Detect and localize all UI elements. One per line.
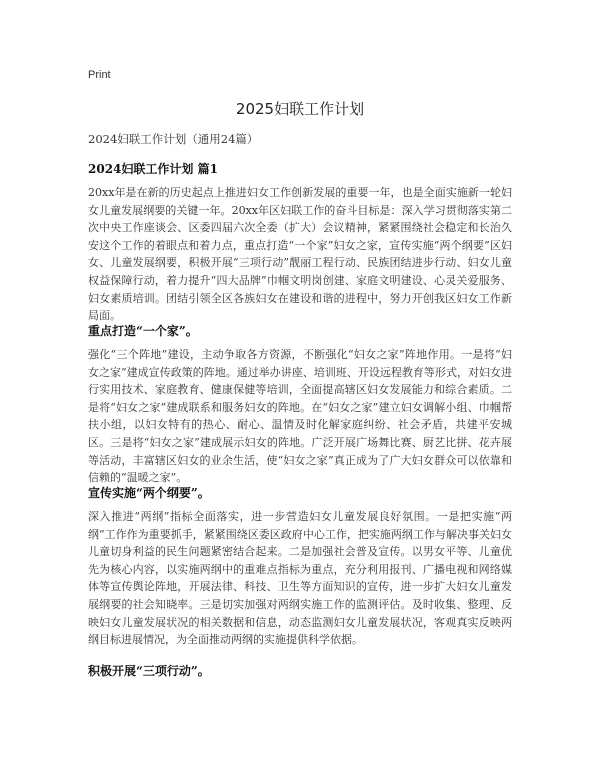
- section-heading-plan-1: 2024妇联工作计划 篇1: [88, 162, 218, 176]
- section-heading-one-home: 重点打造“一个家”。: [88, 324, 198, 338]
- print-label: Print: [88, 69, 111, 81]
- section-paragraph-one-home: 强化“三个阵地”建设，主动争取各方资源，不断强化“妇女之家”阵地作用。一是将“妇女之家”建成宣传政策的阵地。通过举办讲座、培训班、开设远程教育等形式，对妇女进行实用技术、家庭教育、健康保健等培训，全面提高辖区妇女发展能力和综合素质。二是将“妇女之家”建成联系和服务妇女的阵地。在“妇女之家”建立妇女调解小组、巾帼帮扶小组，以妇女特有的热心、耐心、温情及时化解家庭纠纷、社会矛盾，共建平安城区。三是将“妇女之家”建成展示妇女的阵地。广泛开展广场舞比赛、厨艺比拼、花卉展等活动，丰富辖区妇女的业余生活，使“妇女之家”真正成为了广大妇女群众可以依靠和信赖的“温暖之家”。: [88, 348, 512, 485]
- section-paragraph-two-outlines: 深入推进“两纲”指标全面落实，进一步营造妇女儿童发展良好氛围。一是把实施“两纲”工作作为重要抓手，紧紧围绕区委区政府中心工作，把实施两纲工作与解决事关妇女儿童切身利益的民生问题紧密结合起来。二是加强社会普及宣传。以男女平等、儿童优先为核心内容，以实施两纲中的重难点指标为重点，充分利用报刊、广播电视和网络媒体等宣传舆论阵地，开展法律、科技、卫生等方面知识的宣传，进一步扩大妇女儿童发展纲要的社会知晓率。三是切实加强对两纲实施工作的监测评估。及时收集、整理、反映妇女儿童发展状况的相关数据和信息，动态监测妇女儿童发展状况，客观真实反映两纲目标进展情况，为全面推动两纲的实施提供科学依据。: [88, 510, 512, 647]
- document-subtitle: 2024妇联工作计划（通用24篇）: [88, 132, 259, 146]
- section-heading-three-actions: 积极开展“三项行动”。: [88, 664, 210, 678]
- section-heading-two-outlines: 宣传实施“两个纲要”。: [88, 486, 210, 500]
- section-paragraph-intro: 20xx年是在新的历史起点上推进妇女工作创新发展的重要一年，也是全面实施新一轮妇女儿童发展纲要的关键一年。20xx年区妇联工作的奋斗目标是：深入学习贯彻落实第二次中央工作座谈会、区委四届六次全委（扩大）会议精神，紧紧围绕社会稳定和长治久安这个工作的着眼点和着力点，重点打造“一个家”妇女之家，宣传实施“两个纲要”区妇女、儿童发展纲要，积极开展“三项行动”靓丽工程行动、民族团结进步行动、妇女儿童权益保障行动，着力提升“四大品牌”巾帼文明岗创建、家庭文明建设、心灵关爱服务、妇女素质培训。团结引领全区各族妇女在建设和谐的进程中，努力开创我区妇女工作新局面。: [88, 186, 512, 323]
- page-title: 2025妇联工作计划: [235, 100, 365, 118]
